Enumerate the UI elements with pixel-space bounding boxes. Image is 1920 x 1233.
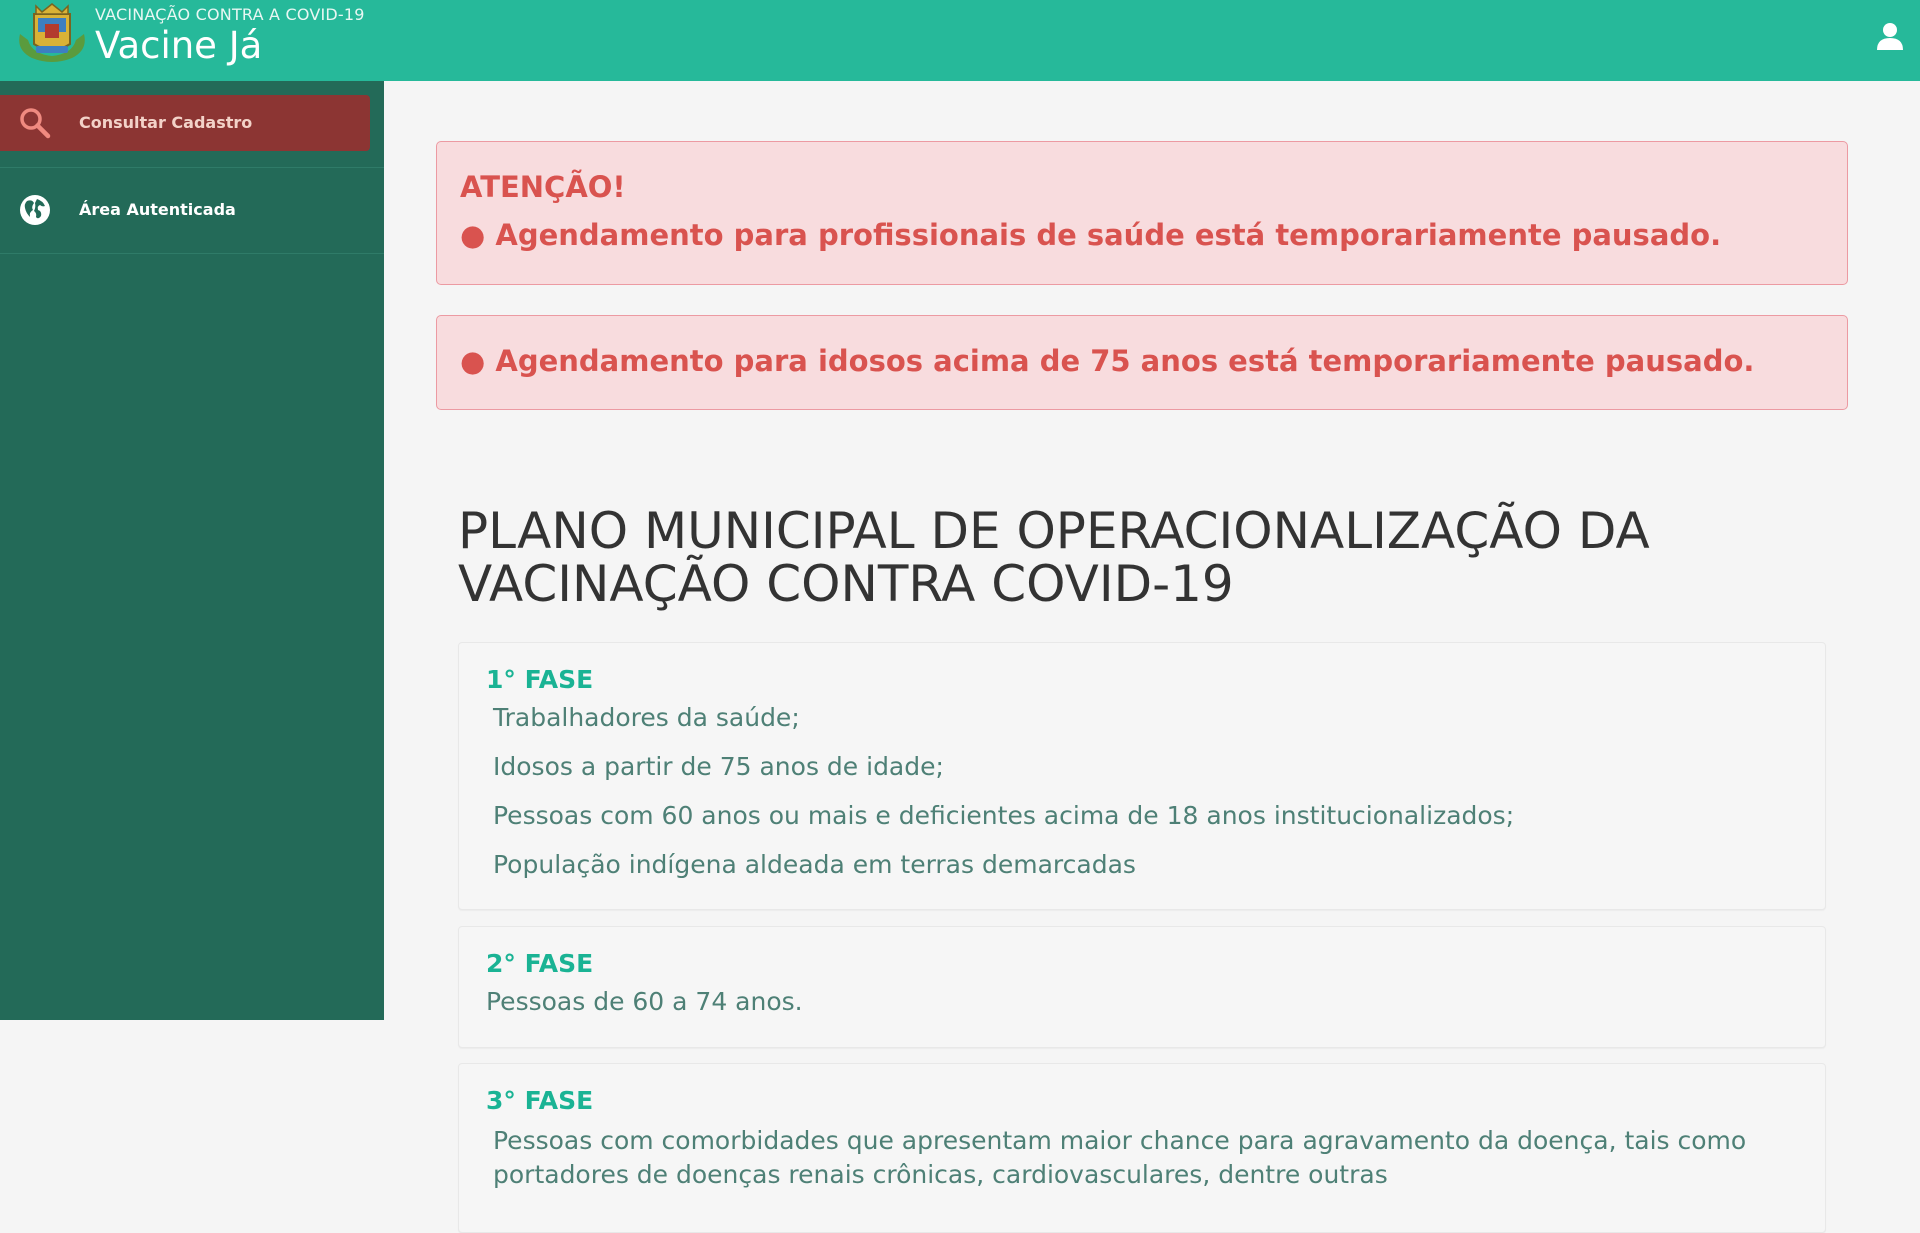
phase-title: 3° FASE: [486, 1086, 594, 1115]
top-navbar: [0, 0, 1920, 81]
phase-title: 2° FASE: [486, 949, 594, 978]
app-title[interactable]: Vacine Já: [95, 24, 263, 67]
sidebar-item-label: Área Autenticada: [79, 200, 236, 219]
phase-title: 1° FASE: [486, 665, 594, 694]
phase-item: Pessoas com 60 anos ou mais e deficientes acima de 18 anos institucionalizados;: [493, 801, 1515, 830]
alert-elderly: [436, 315, 1848, 410]
search-icon: [18, 106, 52, 140]
alert-text: ● Agendamento para profissionais de saúde está temporariamente pausado.: [460, 218, 1722, 252]
municipal-coat-of-arms-icon[interactable]: [12, 0, 92, 64]
sidebar-item-label: Consultar Cadastro: [79, 113, 253, 132]
phase-item: População indígena aldeada em terras demarcadas: [493, 850, 1136, 879]
phase-item: Pessoas de 60 a 74 anos.: [486, 987, 803, 1016]
sidebar: [0, 81, 384, 1020]
alert-text: ● Agendamento para idosos acima de 75 anos está temporariamente pausado.: [460, 344, 1755, 378]
phase-item: Pessoas com comorbidades que apresentam maior chance para agravamento da doença, tais como portadores de doenças renais crônicas, cardiovasculares, dentre outras: [493, 1126, 1747, 1189]
user-icon[interactable]: [1874, 20, 1906, 52]
phase-card-3: [458, 1063, 1826, 1233]
page-title: PLANO MUNICIPAL DE OPERACIONALIZAÇÃO DA VACINAÇÃO CONTRA COVID-19: [458, 502, 1650, 613]
phase-card-1: [458, 642, 1826, 910]
phase-card-2: [458, 926, 1826, 1048]
globe-icon: [18, 193, 52, 227]
phase-item: Trabalhadores da saúde;: [493, 703, 800, 732]
alert-health-professionals: [436, 141, 1848, 285]
sidebar-item-consultar-cadastro[interactable]: [0, 95, 370, 151]
alert-heading: ATENÇÃO!: [460, 170, 626, 204]
app-subtitle: VACINAÇÃO CONTRA A COVID-19: [95, 5, 365, 24]
phase-item: Idosos a partir de 75 anos de idade;: [493, 752, 944, 781]
sidebar-item-area-autenticada[interactable]: [0, 168, 384, 254]
